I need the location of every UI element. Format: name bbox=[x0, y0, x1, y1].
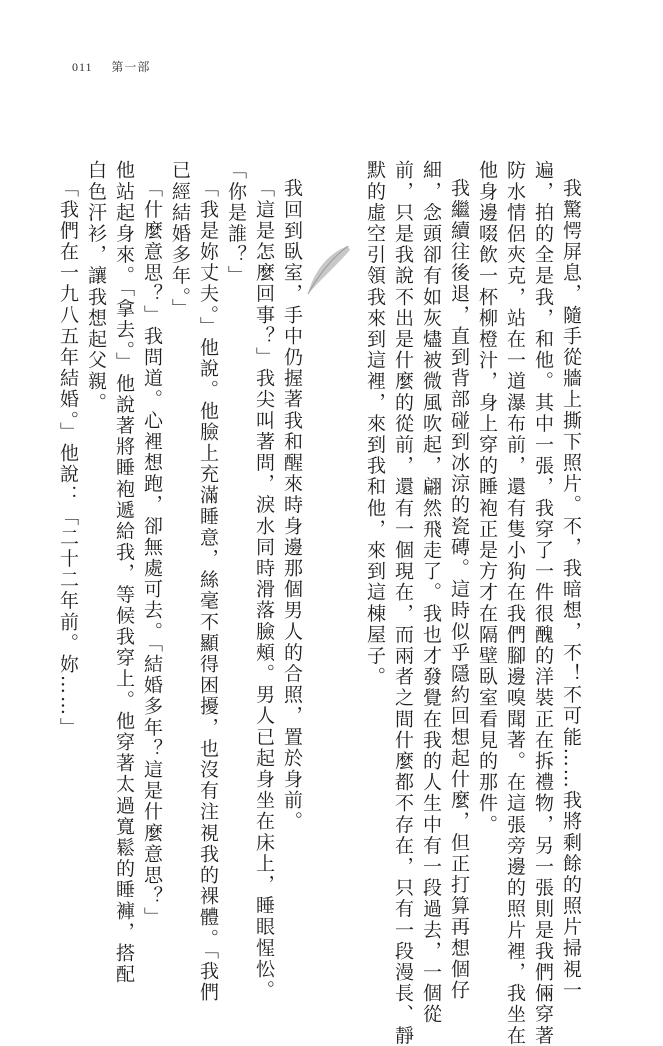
running-header bbox=[72, 58, 150, 75]
feather-ornament bbox=[300, 240, 360, 300]
section-title: 第一部 bbox=[111, 60, 151, 74]
text-column: 「我是妳丈夫。」他說。他臉上充滿睡意，絲毫不顯得困擾，也沒有注視我的裸體。「我們 bbox=[197, 178, 219, 1003]
text-column: 我驚愕屏息，隨手從牆上撕下照片。不，我暗想，不！不可能……我將剩餘的照片掃視一 bbox=[560, 178, 582, 1001]
text-column: 已經結婚多年。」 bbox=[169, 160, 191, 320]
text-column: 白色汗衫，讓我想起父親。 bbox=[85, 160, 107, 414]
text-column: 「什麼意思？」我問道。心裡想跑，卻無處可去。「結婚多年？這是什麼意思？」 bbox=[141, 178, 163, 929]
text-column: 默的虛空引領我來到這裡，來到我和他，來到這棟屋子。 bbox=[364, 160, 386, 688]
text-column: 「這是怎麼回事？」我尖叫著問，淚水同時滑落臉頰。男人已起身坐在床上，睡眼惺忪。 bbox=[253, 178, 275, 1001]
text-column: 我繼續往後退，直到背部碰到冰涼的瓷磚。這時似乎隱約回想起什麼，但正打算再想個仔 bbox=[448, 178, 470, 1001]
text-column: 他身邊啜飲一杯柳橙汁，身上穿的睡袍正是方才在隔壁臥室看見的那件。 bbox=[476, 160, 498, 836]
text-column: 前，只是我說不出是什麼的從前，還有一個現在，而兩者之間什麼都不存在，只有一段漫長、靜 bbox=[392, 160, 414, 1046]
page-number: 011 bbox=[72, 60, 93, 74]
text-column: 「我們在一九八五年結婚。」他說：「二十二年前。妳……」 bbox=[57, 178, 79, 739]
text-column: 遍，拍的全是我，和他。其中一張，我穿了一件很醜的洋裝正在拆禮物，另一張則是我們倆穿著 bbox=[532, 160, 554, 1046]
text-column: 防水情侶夾克，站在一道瀑布前，還有隻小狗在我們腳邊嗅聞著。在這張旁邊的照片裡，我坐在 bbox=[504, 160, 526, 1046]
text-column: 「你是誰？」 bbox=[225, 160, 247, 287]
text-column: 我回到臥室，手中仍握著我和醒來時身邊那個男人的合照，置於身前。 bbox=[281, 178, 303, 833]
text-column: 細，念頭卻有如灰燼被微風吹起，翩然飛走了。我也才發覺在我的人生中有一段過去，一個從 bbox=[420, 160, 442, 1026]
text-column: 他站起身來。「拿去。」他說著將睡袍遞給我，等候我穿上。他穿著太過寬鬆的睡褲，搭配 bbox=[113, 160, 135, 985]
